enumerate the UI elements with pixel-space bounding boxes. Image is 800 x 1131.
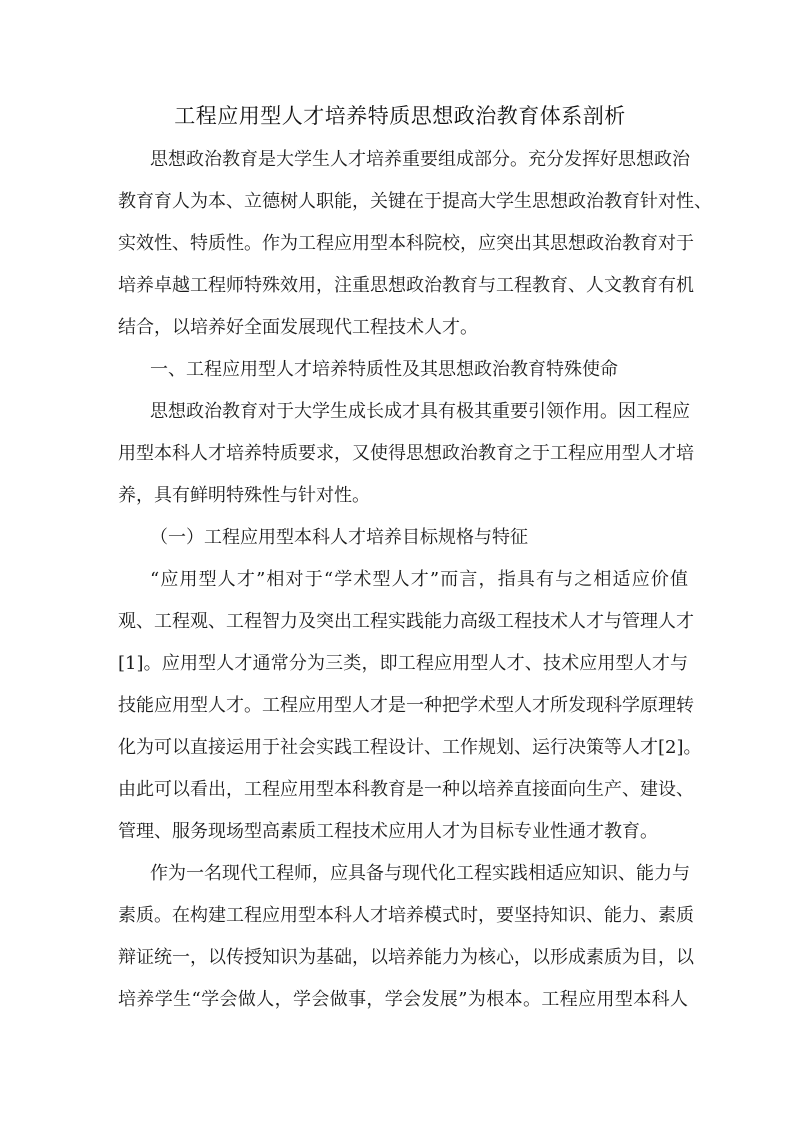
paragraph-line: 辩证统一，以传授知识为基础，以培养能力为核心，以形成素质为目，以	[118, 947, 694, 968]
document-title: 工程应用型人才培养特质思想政治教育体系剖析	[174, 104, 626, 128]
paragraph-line: 教育育人为本、立德树人职能，关键在于提高大学生思想政治教育针对性、	[118, 191, 712, 212]
paragraph-line: 用型本科人才培养特质要求，又使得思想政治教育之于工程应用型人才培	[118, 443, 694, 464]
paragraph-line: 作为一名现代工程师，应具备与现代化工程实践相适应知识、能力与	[150, 863, 690, 884]
paragraph-line: 实效性、特质性。作为工程应用型本科院校，应突出其思想政治教育对于	[118, 233, 694, 254]
subsection-heading: （一）工程应用型本科人才培养目标规格与特征	[150, 527, 528, 548]
paragraph-line: 化为可以直接运用于社会实践工程设计、工作规划、运行决策等人才[2]。	[118, 737, 702, 758]
paragraph-line: “应用型人才”相对于“学术型人才”而言，指具有与之相适应价值	[150, 569, 688, 590]
paragraph-line: 培养卓越工程师特殊效用，注重思想政治教育与工程教育、人文教育有机	[118, 275, 694, 296]
paragraph-line: 结合，以培养好全面发展现代工程技术人才。	[118, 317, 478, 338]
paragraph-line: 管理、服务现场型高素质工程技术应用人才为目标专业性通才教育。	[118, 821, 658, 842]
paragraph-line: 培养学生“学会做人，学会做事，学会发展”为根本。工程应用型本科人	[118, 989, 688, 1010]
paragraph-line: 思想政治教育是大学生人才培养重要组成部分。充分发挥好思想政治	[150, 149, 690, 170]
paragraph-line: 思想政治教育对于大学生成长成才具有极其重要引领作用。因工程应	[150, 401, 690, 422]
paragraph-line: 养，具有鲜明特殊性与针对性。	[118, 485, 370, 506]
paragraph-line: 观、工程观、工程智力及突出工程实践能力高级工程技术人才与管理人才	[118, 611, 694, 632]
section-heading: 一、工程应用型人才培养特质性及其思想政治教育特殊使命	[150, 359, 618, 380]
paragraph-line: 素质。在构建工程应用型本科人才培养模式时，要坚持知识、能力、素质	[118, 905, 694, 926]
paragraph-line: 技能应用型人才。工程应用型人才是一种把学术型人才所发现科学原理转	[118, 695, 694, 716]
paragraph-line: 由此可以看出，工程应用型本科教育是一种以培养直接面向生产、建设、	[118, 779, 694, 800]
paragraph-line: [1]。应用型人才通常分为三类，即工程应用型人才、技术应用型人才与	[118, 653, 688, 674]
